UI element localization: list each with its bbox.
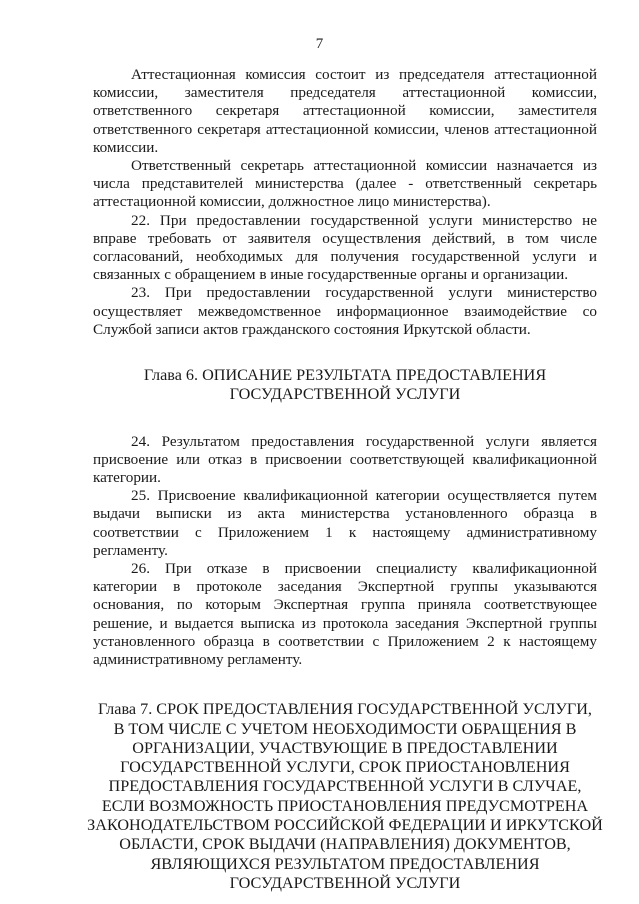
chapter-6-heading xyxy=(93,366,597,405)
chapter-6-heading-line: Глава 6. ОПИСАНИЕ РЕЗУЛЬТАТА ПРЕДОСТАВЛЕНИЯ xyxy=(143,366,547,385)
chapter-7-heading-line: Глава 7. СРОК ПРЕДОСТАВЛЕНИЯ ГОСУДАРСТВЕННОЙ УСЛУГИ, xyxy=(98,700,592,719)
chapter-7-heading-line: В ТОМ ЧИСЛЕ С УЧЕТОМ НЕОБХОДИМОСТИ ОБРАЩЕНИЯ В xyxy=(113,719,577,738)
chapter-7-heading-line: ГОСУДАРСТВЕННОЙ УСЛУГИ, СРОК ПРИОСТАНОВЛЕНИЯ xyxy=(120,758,570,777)
chapter-7-heading-line: ОРГАНИЗАЦИИ, УЧАСТВУЮЩИЕ В ПРЕДОСТАВЛЕНИИ xyxy=(132,738,558,757)
paragraph-responsible-secretary: Ответственный секретарь аттестационной комиссии назначается из числа представителей министерства (далее - ответственный секретарь аттестационной комиссии, должностное лицо министерства). xyxy=(93,157,597,211)
chapter-7-heading-line: ОБЛАСТИ, СРОК ВЫДАЧИ (НАПРАВЛЕНИЯ) ДОКУМЕНТОВ, xyxy=(119,835,571,854)
chapter-7-heading-line: ЯВЛЯЮЩИХСЯ РЕЗУЛЬТАТОМ ПРЕДОСТАВЛЕНИЯ xyxy=(150,854,540,873)
paragraph-25: 25. Присвоение квалификационной категории осуществляется путем выдачи выписки из акта министерства установленного образца в соответствии с Приложением 1 к настоящему административному регламенту. xyxy=(93,487,597,559)
chapter-7-heading-line: ЗАКОНОДАТЕЛЬСТВОМ РОССИЙСКОЙ ФЕДЕРАЦИИ И ИРКУТСКОЙ xyxy=(87,816,603,835)
paragraph-22: 22. При предоставлении государственной услуги министерство не вправе требовать от заявителя осуществления действий, в том числе согласований, необходимых для получения государственной услуги и связанных с обращением в иные государственные органы и организации. xyxy=(93,211,597,284)
chapter-7-heading-line: ГОСУДАРСТВЕННОЙ УСЛУГИ xyxy=(229,873,461,892)
paragraph-23: 23. При предоставлении государственной услуги министерство осуществляет межведомственное информационное взаимодействие со Службой записи актов гражданского состояния Иркутской области. xyxy=(93,284,597,338)
paragraph-26: 26. При отказе в присвоении специалисту квалификационной категории в протоколе заседания Экспертной группы указываются основания, по которым Экспертная группа приняла соответствующее решение, и выдается выписка из протокола заседания Экспертной группы установленного образца в соответствии с Приложением 2 к настоящему административному регламенту. xyxy=(93,560,597,669)
page-content xyxy=(87,66,603,893)
chapter-6-heading-line: ГОСУДАРСТВЕННОЙ УСЛУГИ xyxy=(229,385,461,404)
chapter-7-heading-line: ПРЕДОСТАВЛЕНИЯ ГОСУДАРСТВЕННОЙ УСЛУГИ В СЛУЧАЕ, xyxy=(108,777,582,796)
page-number: 7 xyxy=(315,36,324,52)
paragraph-commission-composition: Аттестационная комиссия состоит из председателя аттестационной комиссии, заместителя председателя аттестационной комиссии, ответственного секретаря аттестационной комиссии, заместителя ответственного секретаря аттестационной комиссии, членов аттестационной комиссии. xyxy=(93,66,597,156)
chapter-7-heading-line: ЕСЛИ ВОЗМОЖНОСТЬ ПРИОСТАНОВЛЕНИЯ ПРЕДУСМОТРЕНА xyxy=(101,796,589,815)
paragraph-24: 24. Результатом предоставления государственной услуги является присвоение или отказ в присвоении соответствующей квалификационной категории. xyxy=(93,432,597,487)
chapter-7-heading xyxy=(79,700,611,893)
